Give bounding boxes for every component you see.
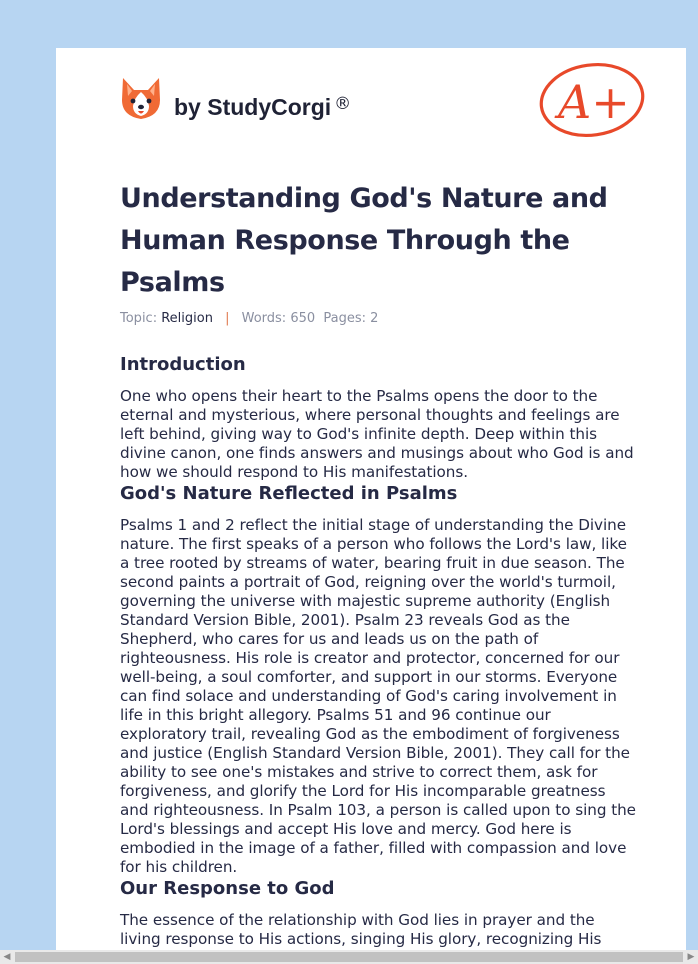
scroll-right-icon[interactable]: ▶ bbox=[687, 952, 695, 962]
studycorgi-logo[interactable] bbox=[120, 76, 380, 136]
corgi-logo-icon bbox=[120, 76, 162, 122]
section-heading: God's Nature Reflected in Psalms bbox=[120, 483, 458, 504]
section-paragraph: The essence of the relationship with God lies in prayer and the living response to His actions, singing His glory, recognizing His bbox=[120, 911, 602, 948]
registered-mark: ® bbox=[334, 94, 352, 114]
word-count: Words: 650 bbox=[241, 311, 316, 326]
essay-body bbox=[120, 353, 636, 949]
document-meta bbox=[120, 311, 378, 326]
topic-link[interactable]: Religion bbox=[161, 311, 213, 326]
section-paragraph: One who opens their heart to the Psalms opens the door to the eternal and mysterious, where personal thoughts and feelings are left behind, giving way to God's infinite depth. Deep within this divine canon, one finds answers and musings about who God is and how we should respond to His manifestations. bbox=[120, 387, 634, 481]
meta-separator: | bbox=[225, 311, 230, 326]
document-page bbox=[56, 48, 686, 950]
grade-text: A+ bbox=[558, 75, 630, 129]
topic-label: Topic: bbox=[120, 311, 158, 326]
section-heading: Introduction bbox=[120, 354, 246, 375]
page-title: Understanding God's Nature and Human Response Through the Psalms bbox=[120, 183, 608, 298]
section-paragraph: Psalms 1 and 2 reflect the initial stage of understanding the Divine nature. The first speaks of a person who follows the Lord's law, like a tree rooted by streams of water, bearing fruit in due season. The second paints a portrait of God, reigning over the world's turmoil, governing the universe with majestic supreme authority (English Standard Version Bible, 2001). Psalm 23 reveals God as the Shepherd, who cares for us and leads us on the path of righteousness. His role is creator and protector, concerned for our well-being, a soul comforter, and support in our storms. Everyone can find solace and understanding of God's caring involvement in life in this bright allegory. Psalms 51 and 96 continue our exploratory trail, revealing God as the embodiment of forgiveness and justice (English Standard Version Bible, 2001). They call for the ability to see one's mistakes and strive to correct them, ask for forgiveness, and glorify the Lord for His incomparable greatness and righteousness. In Psalm 103, a person is called upon to sing the Lord's blessings and accept His love and mercy. God here is embodied in the image of a father, filled with compassion and love for his children. bbox=[120, 516, 636, 876]
scroll-left-icon[interactable]: ◀ bbox=[3, 952, 11, 962]
logo-text: by StudyCorgi bbox=[174, 94, 332, 120]
scrollbar-thumb[interactable] bbox=[15, 952, 683, 962]
horizontal-scrollbar[interactable] bbox=[0, 950, 698, 964]
section-heading: Our Response to God bbox=[120, 878, 335, 899]
grade-a-plus-badge bbox=[538, 60, 648, 140]
page-count: Pages: 2 bbox=[323, 311, 379, 326]
